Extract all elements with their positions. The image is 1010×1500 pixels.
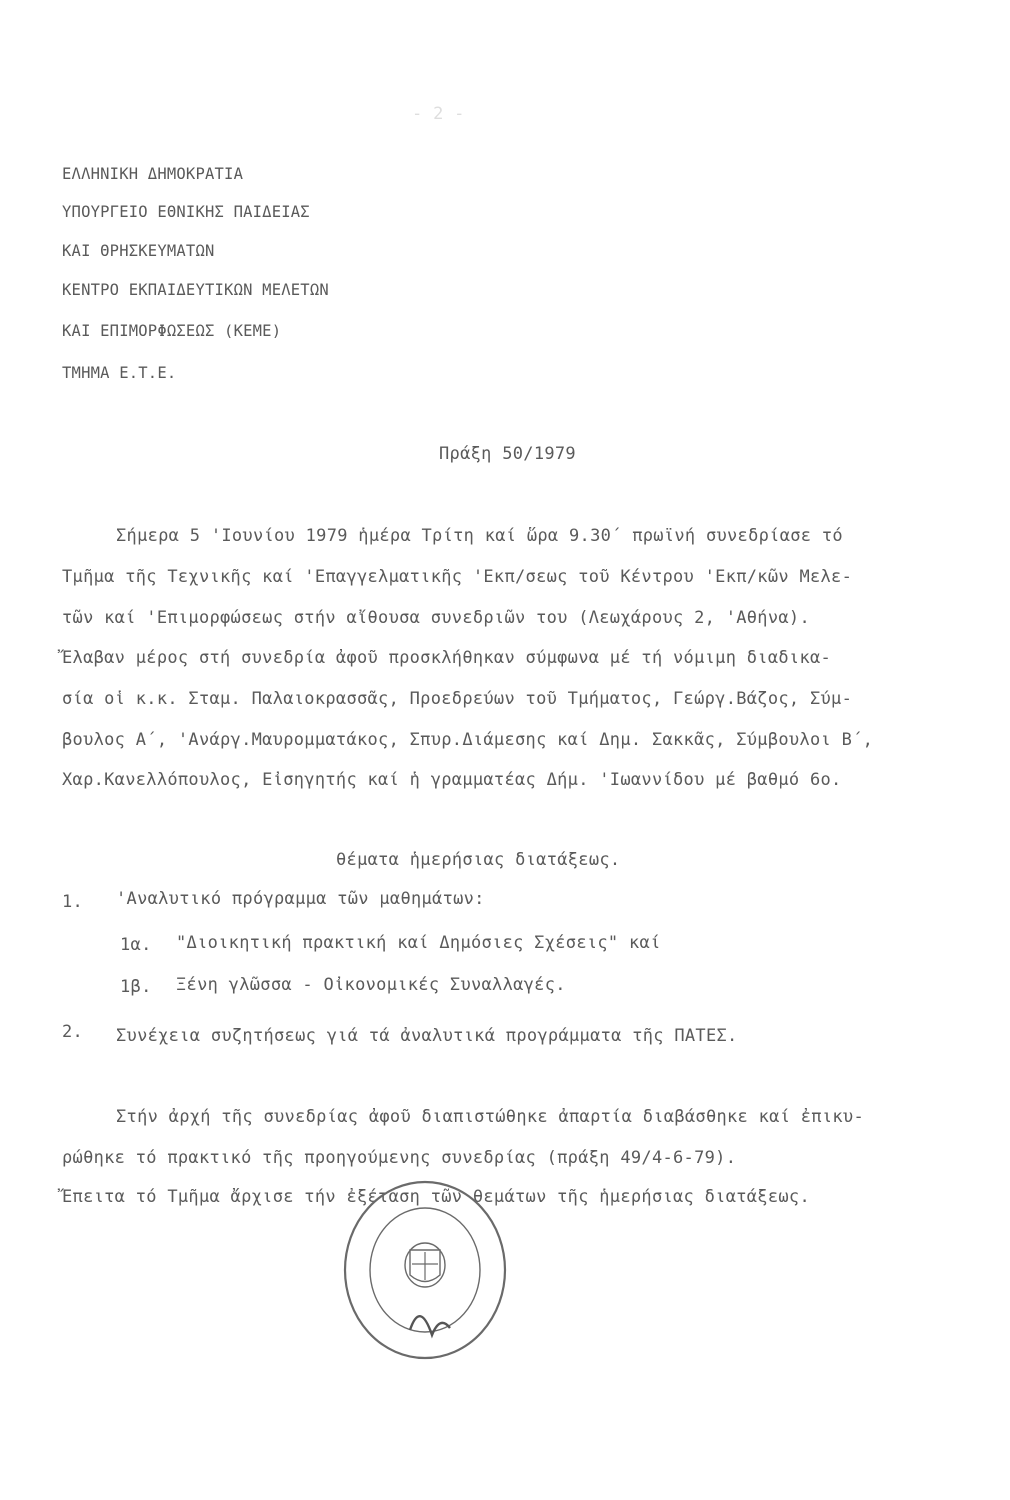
closing-line-3: Ἔπειτα τό Τμῆμα ἄρχισε τήν ἐξέταση τῶν θεμάτων τῆς ἡμερήσιας διατάξεως. — [62, 1187, 810, 1207]
intro-line-2: Τμῆμα τῆς Τεχνικῆς καί 'Επαγγελματικῆς 'Εκπ/σεως τοῦ Κέντρου 'Εκπ/κῶν Μελε- — [62, 567, 853, 587]
closing-line-2: ρώθηκε τό πρακτικό τῆς προηγούμενης συνεδρίας (πράξη 49/4-6-79). — [62, 1148, 737, 1168]
header-line-3: ΚΑΙ ΘΡΗΣΚΕΥΜΑΤΩΝ — [62, 242, 215, 260]
header-line-6: ΤΜΗΜΑ Ε.Τ.Ε. — [62, 364, 177, 382]
header-line-5: ΚΑΙ ΕΠΙΜΟΡΦΩΣΕΩΣ (ΚΕΜΕ) — [62, 322, 282, 340]
agenda-title: θέματα ἡμερήσιας διατάξεως. — [336, 850, 621, 870]
header-line-2: ΥΠΟΥΡΓΕΙΟ ΕΘΝΙΚΗΣ ΠΑΙΔΕΙΑΣ — [62, 203, 310, 221]
page-number: - 2 - — [412, 104, 465, 124]
agenda-item-1-text: 'Αναλυτικό πρόγραμμα τῶν μαθημάτων: — [116, 889, 485, 909]
intro-line-1: Σήμερα 5 'Ιουνίου 1979 ἡμέρα Τρίτη καί ὥρα 9.30΄ πρωϊνή συνεδρίασε τό — [116, 526, 843, 546]
agenda-item-2-num: 2. — [62, 1022, 84, 1042]
agenda-item-1b-num: 1β. — [120, 977, 152, 997]
agenda-item-1a-text: "Διοικητική πρακτική καί Δημόσιες Σχέσεις" καί — [176, 933, 661, 953]
act-title: Πράξη 50/1979 — [439, 444, 576, 464]
header-line-4: ΚΕΝΤΡΟ ΕΚΠΑΙΔΕΥΤΙΚΩΝ ΜΕΛΕΤΩΝ — [62, 281, 329, 299]
intro-line-4: Ἔλαβαν μέρος στή συνεδρία ἀφοῦ προσκλήθηκαν σύμφωνα μέ τή νόμιμη διαδικα- — [62, 648, 832, 668]
agenda-item-1b-text: Ξένη γλῶσσα - Οἰκονομικές Συναλλαγές. — [176, 975, 566, 995]
agenda-item-1-num: 1. — [62, 892, 84, 912]
header-line-1: ΕΛΛΗΝΙΚΗ ΔΗΜΟΚΡΑΤΙΑ — [62, 165, 244, 183]
intro-line-6: βουλος Α΄, 'Ανάργ.Μαυρομματάκος, Σπυρ.Διάμεσης καί Δημ. Σακκᾶς, Σύμβουλοι Β΄, — [62, 730, 874, 750]
official-seal-stamp — [340, 1180, 510, 1380]
closing-line-1: Στήν ἀρχή τῆς συνεδρίας ἀφοῦ διαπιστώθηκε ἀπαρτία διαβάσθηκε καί ἐπικυ- — [116, 1107, 864, 1127]
intro-line-3: τῶν καί 'Επιμορφώσεως στήν αἴθουσα συνεδριῶν του (Λεωχάρους 2, 'Αθήνα). — [62, 608, 810, 628]
agenda-item-2-text: Συνέχεια συζητήσεως γιά τά ἀναλυτικά προγράμματα τῆς ΠΑΤΕΣ. — [116, 1026, 738, 1046]
agenda-item-1a-num: 1α. — [120, 935, 152, 955]
intro-line-5: σία οἱ κ.κ. Σταμ. Παλαιοκρασσᾶς, Προεδρεύων τοῦ Τμήματος, Γεώργ.Βάζος, Σύμ- — [62, 689, 853, 709]
intro-line-7: Χαρ.Κανελλόπουλος, Εἰσηγητής καί ἡ γραμματέας Δήμ. 'Ιωαννίδου μέ βαθμό 6ο. — [62, 770, 842, 790]
